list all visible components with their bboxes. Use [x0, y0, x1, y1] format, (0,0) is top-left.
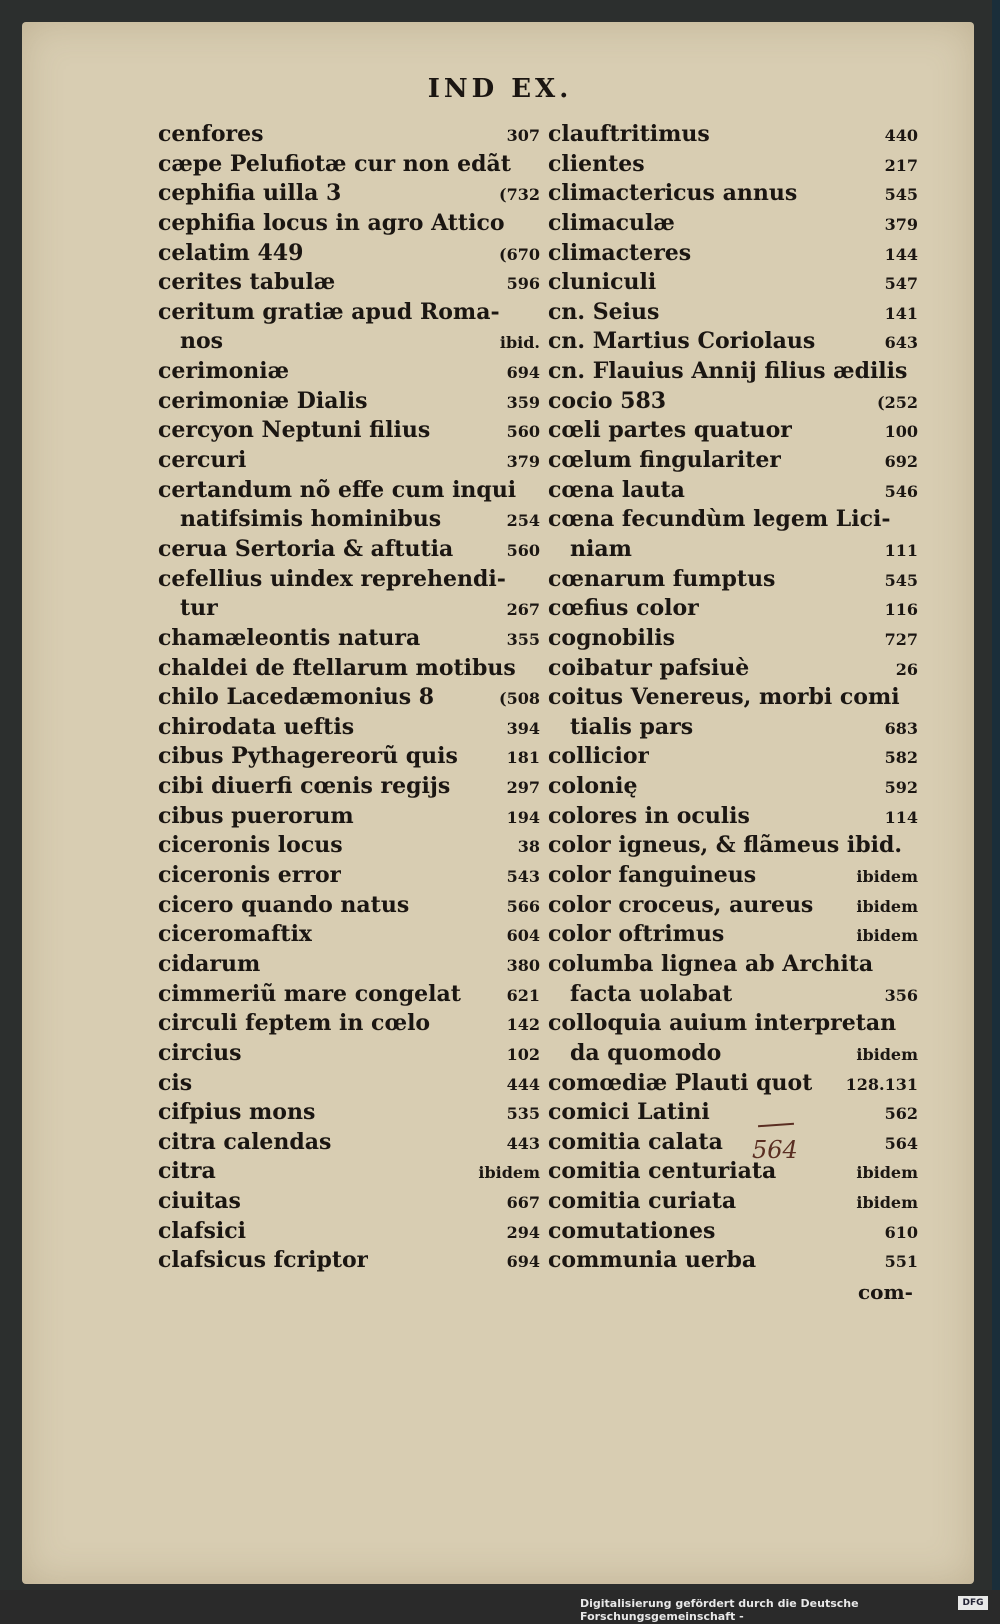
index-entry [158, 772, 540, 802]
entry-page: 26 [895, 659, 918, 679]
index-entry [158, 327, 540, 357]
index-entry [548, 565, 918, 595]
entry-page: 267 [506, 600, 540, 620]
index-entry [158, 416, 540, 446]
index-entry [158, 624, 540, 654]
entry-term: cercyon Neptuni filius [158, 417, 431, 444]
entry-page: 356 [884, 985, 918, 1005]
entry-page: 379 [884, 214, 918, 234]
entry-term: citra [158, 1158, 216, 1185]
index-entry [548, 594, 918, 624]
index-entry [158, 1128, 540, 1158]
entry-term: facta uolabat [570, 980, 733, 1007]
index-entry [548, 624, 918, 654]
digitization-credit: Digitalisierung gefördert durch die Deutsche Forschungsgemeinschaft - [580, 1597, 859, 1623]
entry-page: 444 [506, 1074, 540, 1094]
entry-page: 144 [884, 244, 918, 264]
entry-term: cenfores [158, 121, 264, 147]
entry-term: ciuitas [158, 1188, 241, 1215]
entry-term: comitia curiata [548, 1188, 737, 1215]
index-entry [548, 1069, 918, 1099]
index-entry [158, 505, 540, 535]
index-entry [548, 209, 918, 239]
index-entry [548, 920, 918, 950]
index-column-left [158, 120, 540, 1276]
index-entry [548, 535, 918, 565]
entry-page: 547 [884, 274, 918, 294]
entry-term: cœlum fingulariter [548, 447, 781, 474]
entry-term: columba lignea ab Archita [548, 950, 874, 977]
entry-term: cefellius uindex reprehendi- [158, 565, 506, 592]
entry-term: clauftritimus [548, 121, 710, 147]
entry-page: 545 [884, 185, 918, 205]
index-entry [548, 327, 918, 357]
entry-term: cerua Sertoria & aftutia [158, 535, 454, 562]
index-entry [158, 209, 540, 239]
index-entry [548, 120, 918, 150]
entry-term: cn. Martius Coriolaus [548, 328, 816, 355]
entry-term: chilo Lacedæmonius 8 [158, 684, 435, 711]
entry-page: 610 [884, 1222, 918, 1242]
entry-term: coitus Venereus, morbi comi [548, 684, 900, 711]
entry-term: cerimoniæ Dialis [158, 387, 368, 414]
entry-page: 141 [884, 303, 918, 323]
entry-term: climactericus annus [548, 180, 798, 207]
entry-term: cicero quando natus [158, 891, 410, 918]
index-entry [548, 683, 918, 713]
entry-term: communia uerba [548, 1247, 757, 1274]
index-entry [158, 831, 540, 861]
index-entry [548, 476, 918, 506]
entry-page: ibidem [856, 867, 918, 887]
index-entry [158, 298, 540, 328]
entry-term: certandum nõ effe cum inqui [158, 476, 517, 503]
entry-term: collicior [548, 743, 650, 770]
index-entry [158, 239, 540, 269]
entry-page: 443 [506, 1133, 540, 1153]
index-entry [158, 802, 540, 832]
index-entry [158, 387, 540, 417]
entry-term: comitia centuriata [548, 1158, 777, 1185]
entry-term: cœnarum fumptus [548, 565, 776, 592]
entry-page: 142 [506, 1015, 540, 1035]
page-title: IND EX. [427, 74, 573, 104]
entry-page: 380 [506, 955, 540, 975]
entry-page: 181 [506, 748, 540, 768]
catchword: com- [858, 1280, 913, 1304]
entry-page: 297 [506, 778, 540, 798]
entry-page: 727 [884, 629, 918, 649]
index-entry [548, 1217, 918, 1247]
entry-term: nos [180, 328, 224, 355]
entry-term: cifpius mons [158, 1099, 316, 1126]
entry-term: colloquia auium interpretan [548, 1010, 897, 1037]
entry-page: 100 [884, 422, 918, 442]
entry-page: 535 [506, 1104, 540, 1124]
entry-page: 604 [506, 926, 540, 946]
index-entry [158, 535, 540, 565]
entry-page: (508 [499, 689, 540, 709]
index-entry [158, 1069, 540, 1099]
entry-term: cœna fecundùm legem Lici- [548, 506, 891, 533]
entry-term: cerimoniæ [158, 358, 290, 385]
index-entry [548, 1246, 918, 1276]
entry-term: color igneus, & flãmeus ibid. [548, 832, 903, 859]
entry-term: cibi diuerfi cœnis regijs [158, 773, 451, 800]
entry-term: cercuri [158, 447, 247, 474]
entry-page: 194 [506, 807, 540, 827]
entry-term: chamæleontis natura [158, 624, 421, 651]
index-entry [548, 1128, 918, 1158]
index-entry [548, 298, 918, 328]
entry-term: color oftrimus [548, 921, 725, 948]
index-entry [548, 861, 918, 891]
index-entry [158, 268, 540, 298]
entry-term: clafsicus fcriptor [158, 1247, 369, 1274]
binding-edge [992, 0, 1000, 1590]
index-entry [548, 150, 918, 180]
entry-term: cimmeriũ mare congelat [158, 980, 461, 1007]
entry-term: tialis pars [570, 713, 694, 740]
index-entry [548, 1187, 918, 1217]
entry-page: 560 [506, 540, 540, 560]
entry-page: ibidem [856, 1044, 918, 1064]
index-entry [548, 772, 918, 802]
index-entry [548, 742, 918, 772]
entry-page: 116 [884, 600, 918, 620]
entry-term: comœdiæ Plauti quot [548, 1069, 813, 1096]
entry-page: ibidem [856, 896, 918, 916]
entry-term: cerites tabulæ [158, 269, 336, 296]
index-entry [158, 476, 540, 506]
index-entry [158, 565, 540, 595]
dfg-logo: DFG [958, 1596, 988, 1610]
entry-page: ibid. [499, 333, 540, 353]
index-entry [548, 239, 918, 269]
entry-page: (252 [877, 392, 918, 412]
index-entry [548, 1039, 918, 1069]
entry-page: ibidem [856, 1193, 918, 1213]
entry-term: cis [158, 1069, 193, 1096]
entry-term: cognobilis [548, 624, 675, 651]
index-entry [548, 268, 918, 298]
handwritten-note: 564 [752, 1136, 798, 1164]
index-entry [158, 950, 540, 980]
index-entry [548, 1098, 918, 1128]
entry-page: ibidem [856, 1163, 918, 1183]
index-entry [548, 654, 918, 684]
entry-page: 254 [506, 511, 540, 531]
entry-page: 564 [884, 1133, 918, 1153]
entry-term: ceritum gratiæ apud Roma- [158, 298, 500, 325]
entry-term: climaculæ [548, 209, 675, 236]
entry-term: cocio 583 [548, 387, 667, 414]
index-entry [158, 742, 540, 772]
index-entry [548, 416, 918, 446]
index-entry [548, 980, 918, 1010]
entry-term: clientes [548, 150, 645, 177]
entry-term: chirodata ueftis [158, 713, 355, 740]
entry-term: circius [158, 1039, 242, 1066]
entry-term: ciceronis locus [158, 832, 343, 859]
entry-page: 560 [506, 422, 540, 442]
index-entry [158, 683, 540, 713]
entry-page: 562 [884, 1104, 918, 1124]
entry-page: 543 [506, 867, 540, 887]
entry-page: (732 [499, 185, 540, 205]
entry-page: 111 [884, 540, 918, 560]
index-entry [158, 861, 540, 891]
entry-term: comici Latini [548, 1099, 710, 1126]
index-entry [158, 920, 540, 950]
index-entry [548, 387, 918, 417]
entry-page: 596 [506, 274, 540, 294]
entry-term: cibus puerorum [158, 802, 354, 829]
entry-term: tur [180, 595, 218, 622]
index-entry [158, 1246, 540, 1276]
entry-page: 294 [506, 1222, 540, 1242]
index-entry [158, 1217, 540, 1247]
entry-term: celatim 449 [158, 239, 304, 266]
entry-page: 551 [884, 1252, 918, 1272]
entry-page: 359 [506, 392, 540, 412]
entry-term: cœna lauta [548, 476, 685, 503]
index-entry [158, 1187, 540, 1217]
entry-page: 440 [884, 126, 918, 145]
index-column-right [548, 120, 918, 1276]
entry-term: cluniculi [548, 269, 657, 296]
entry-page: 643 [884, 333, 918, 353]
index-entry [548, 446, 918, 476]
entry-term: color croceus, aureus [548, 891, 814, 918]
index-entry [158, 654, 540, 684]
entry-term: comitia calata [548, 1128, 723, 1155]
index-entry [548, 831, 918, 861]
entry-term: colores in oculis [548, 802, 750, 829]
index-entry [548, 357, 918, 387]
entry-page: (670 [499, 244, 540, 264]
index-entry [158, 150, 540, 180]
entry-term: citra calendas [158, 1128, 332, 1155]
index-entry [158, 980, 540, 1010]
index-entry [158, 120, 540, 150]
index-entry [548, 950, 918, 980]
entry-term: cœli partes quatuor [548, 417, 792, 444]
entry-term: cn. Flauius Annij filius ædilis [548, 358, 908, 385]
index-entry [158, 1157, 540, 1187]
index-entry [548, 891, 918, 921]
entry-page: ibidem [856, 926, 918, 946]
entry-term: colonię [548, 773, 638, 800]
entry-page: 102 [506, 1044, 540, 1064]
index-entry [548, 505, 918, 535]
entry-term: chaldei de ftellarum motibus [158, 654, 516, 681]
entry-term: cibus Pythagereorũ quis [158, 743, 458, 770]
entry-page: 114 [884, 807, 918, 827]
entry-page: 692 [884, 452, 918, 472]
entry-page: 694 [506, 363, 540, 383]
entry-page: 621 [506, 985, 540, 1005]
entry-page: 694 [506, 1252, 540, 1272]
entry-term: cephifia uilla 3 [158, 180, 342, 207]
entry-page: 545 [884, 570, 918, 590]
index-entry [548, 1009, 918, 1039]
entry-term: niam [570, 535, 632, 562]
entry-page: 667 [506, 1193, 540, 1213]
entry-term: cn. Seius [548, 298, 660, 325]
entry-page: 128.131 [845, 1074, 918, 1094]
entry-term: climacteres [548, 239, 692, 266]
entry-term: cidarum [158, 950, 261, 977]
entry-page: 355 [506, 629, 540, 649]
entry-term: cephifia locus in agro Attico [158, 209, 505, 236]
entry-page: 307 [506, 126, 540, 145]
index-entry [548, 179, 918, 209]
index-entry [158, 594, 540, 624]
entry-page: 683 [884, 718, 918, 738]
entry-term: natifsimis hominibus [180, 506, 442, 533]
entry-term: circuli feptem in cœlo [158, 1010, 431, 1037]
entry-page: 582 [884, 748, 918, 768]
entry-term: cæpe Pelufiotæ cur non edãt [158, 150, 511, 177]
entry-page: 592 [884, 778, 918, 798]
index-entry [158, 1098, 540, 1128]
index-entry [158, 891, 540, 921]
entry-page: 566 [506, 896, 540, 916]
entry-page: 217 [884, 155, 918, 175]
index-entry [548, 802, 918, 832]
entry-term: coibatur pafsiuè [548, 654, 750, 681]
entry-term: color fanguineus [548, 862, 757, 889]
entry-page: ibidem [478, 1163, 540, 1183]
entry-page: 394 [506, 718, 540, 738]
index-entry [158, 179, 540, 209]
index-entry [158, 1009, 540, 1039]
entry-page: 38 [517, 837, 540, 857]
entry-page: 546 [884, 481, 918, 501]
entry-term: clafsici [158, 1217, 246, 1244]
entry-term: ciceronis error [158, 862, 342, 889]
index-entry [158, 1039, 540, 1069]
entry-term: cœfius color [548, 595, 699, 622]
index-entry [548, 1157, 918, 1187]
entry-page: 379 [506, 452, 540, 472]
entry-term: da quomodo [570, 1039, 722, 1066]
index-entry [158, 446, 540, 476]
index-entry [548, 713, 918, 743]
index-entry [158, 713, 540, 743]
entry-term: comutationes [548, 1217, 716, 1244]
entry-term: ciceromaftix [158, 921, 313, 948]
index-entry [158, 357, 540, 387]
